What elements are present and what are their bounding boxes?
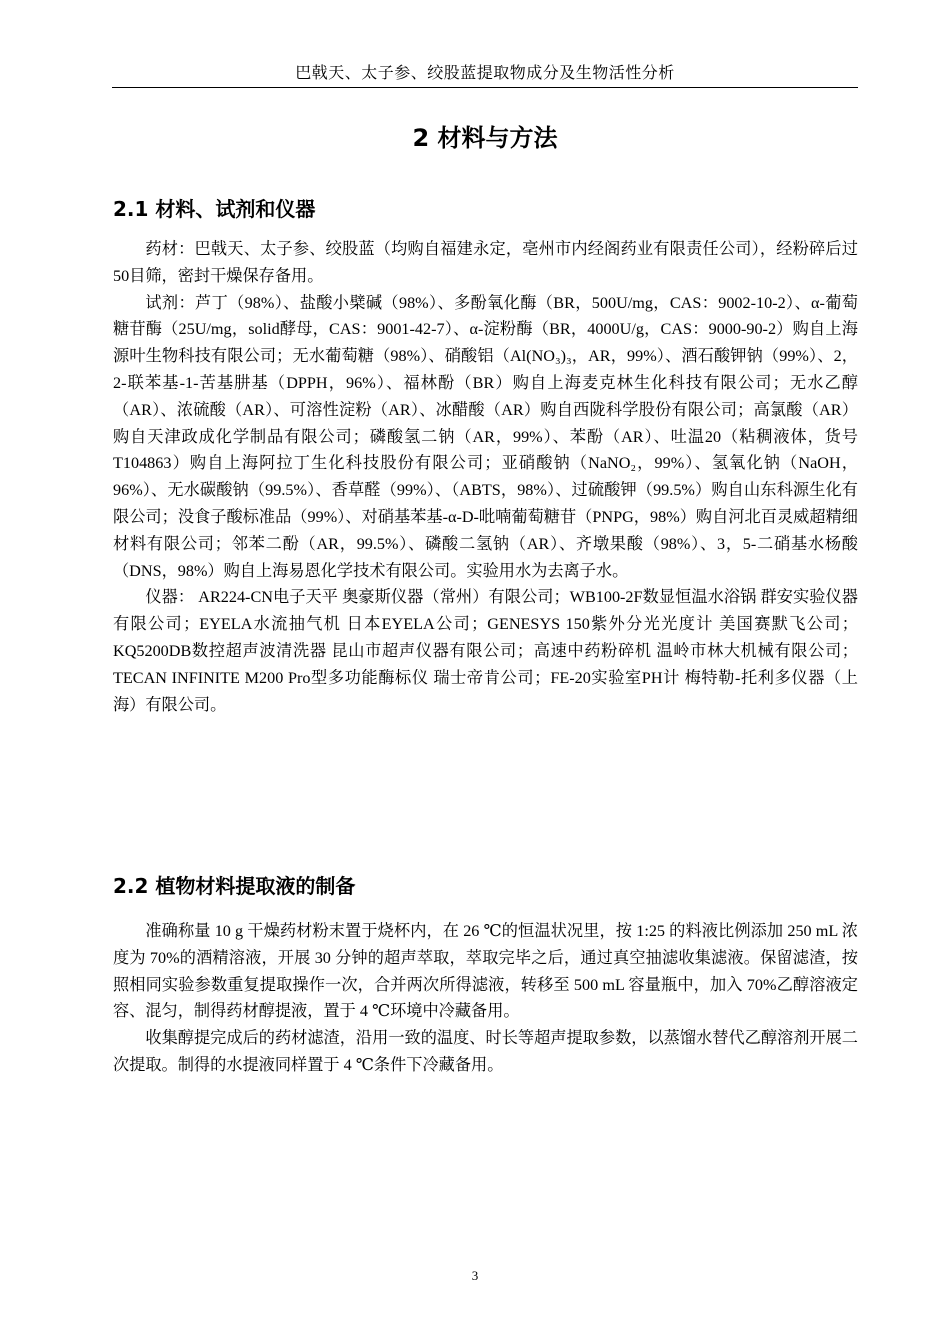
header-divider — [112, 87, 858, 88]
section-heading-2-1: 2.1 材料、试剂和仪器 — [113, 197, 316, 221]
section-2-2-body — [113, 918, 858, 1079]
running-header: 巴戟天、太子参、绞股蓝提取物成分及生物活性分析 — [295, 65, 675, 82]
paragraph-instruments: 仪器： AR224-CN电子天平 奥豪斯仪器（常州）有限公司；WB100-2F数显恒温水浴锅 群安实验仪器有限公司；EYELA水流抽气机 日本EYELA公司；GENESYS 150紫外分光光度计 美国赛默飞公司；KQ5200DB数控超声波清洗器 昆山市超声仪器有限公司；高速中药粉碎机 温岭市林大机械有限公司；TECAN INFINITE M200 Pro型多功能酶标仪 瑞士帝肯公司；FE-20实验室PH计 梅特勒-托利多仪器（上海）有限公司。 — [113, 588, 858, 714]
page-number: 3 — [471, 1268, 479, 1283]
paragraph-alcohol-extraction: 准确称量 10 g 干燥药材粉末置于烧杯内，在 26 ℃的恒温状况里，按 1:25 的料液比例添加 250 mL 浓度为 70%的酒精溶液，开展 30 分钟的超声萃取，萃取完毕之后，通过真空抽滤收集滤液。保留滤渣，按照相同实验参数重复提取操作一次，合并两次所得滤液，转移至 500 mL 容量瓶中，加入 70%乙醇溶液定容、混匀，制得药材醇提液，置于 4 ℃环境中冷藏备用。 — [113, 922, 858, 1021]
chapter-title: 2 材料与方法 — [412, 124, 558, 152]
paragraph-reagents: 试剂：芦丁（98%）、盐酸小檗碱（98%）、多酚氧化酶（BR，500U/mg，CAS：9002-10-2）、α-葡萄糖苷酶（25U/mg，solid酵母，CAS：9001-42-7）、α-淀粉酶（BR，4000U/g，CAS：9000-90-2）购自上海源叶生物科技有限公司；无水葡萄糖（98%）、硝酸铝（Al(NO₃)₃，AR，99%）、酒石酸钾钠（99%）、2，2-联苯基-1-苦基肼基（DPPH，96%）、福林酚（BR）购自上海麦克林生化科技有限公司；无水乙醇（AR）、浓硫酸（AR）、可溶性淀粉（AR）、冰醋酸（AR）购自西陇科学股份有限公司；高氯酸（AR）购自天津政成化学制品有限公司；磷酸氢二钠（AR，99%）、苯酚（AR）、吐温20（粘稠液体，货号T104863）购自上海阿拉丁生化科技股份有限公司；亚硝酸钠（NaNO₂，99%）、氢氧化钠（NaOH，96%）、无水碳酸钠（99.5%）、香草醛（99%）、（ABTS，98%）、过硫酸钾（99.5%）购自山东科源生化有限公司；没食子酸标准品（99%）、对硝基苯基-α-D-吡喃葡萄糖苷（PNPG，98%）购自河北百灵威超精细材料有限公司；邻苯二酚（AR，99.5%）、磷酸二氢钠（AR）、齐墩果酸（98%）、3，5-二硝基水杨酸（DNS，98%）购自上海易恩化学技术有限公司。实验用水为去离子水。 — [113, 293, 858, 580]
paragraph-materials: 药材：巴戟天、太子参、绞股蓝（均购自福建永定，亳州市内经阁药业有限责任公司），经粉碎后过50目筛，密封干燥保存备用。 — [113, 240, 858, 285]
paragraph-water-extraction: 收集醇提完成后的药材滤渣，沿用一致的温度、时长等超声提取参数，以蒸馏水替代乙醇溶剂开展二次提取。制得的水提液同样置于 4 ℃条件下冷藏备用。 — [113, 1029, 858, 1074]
section-2-1-body — [113, 236, 858, 718]
section-heading-2-2: 2.2 植物材料提取液的制备 — [113, 874, 356, 898]
